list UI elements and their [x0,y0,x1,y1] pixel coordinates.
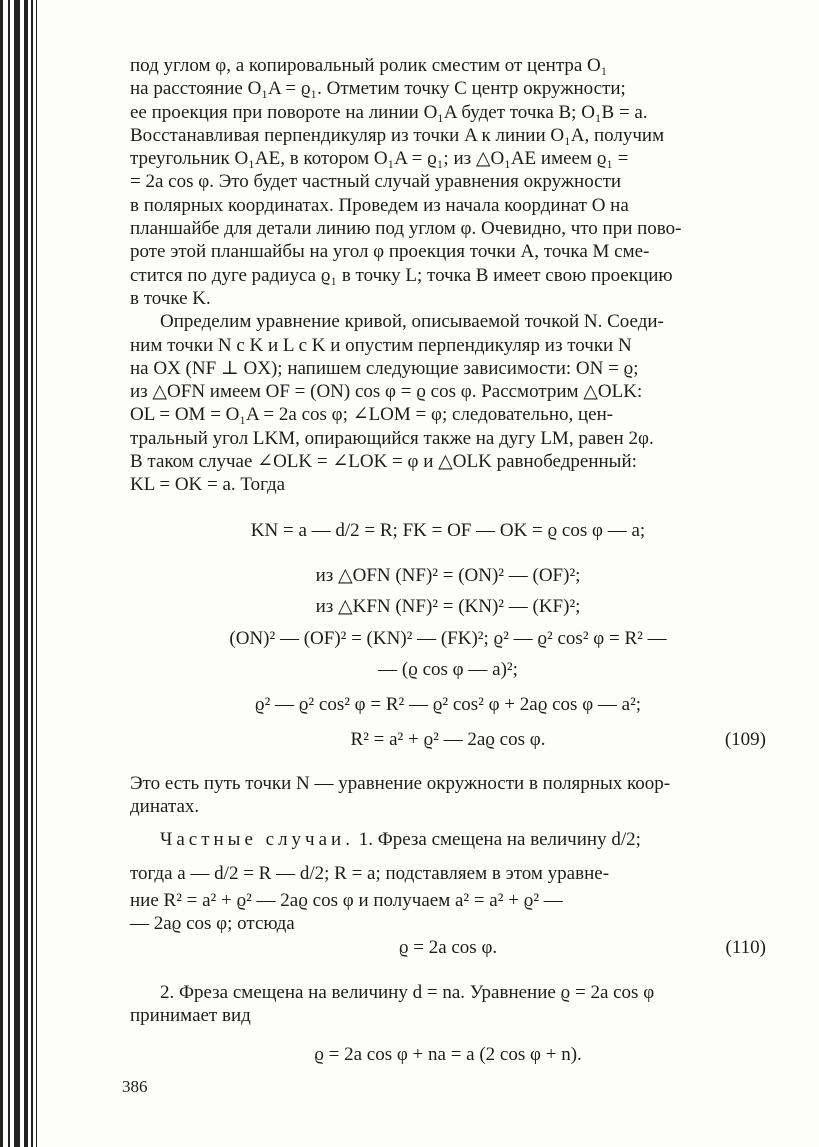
formula-line: ϱ² — ϱ² cos² φ = R² — ϱ² cos² φ + 2aϱ cos φ — a²; [254,694,642,716]
text-line: ее проекция при повороте на линии O₁A будет точка B; O₁B = a. [130,101,648,123]
text-line: роте этой планшайбы на угол φ проекция точки A, точка M сме- [130,241,650,263]
text-line: на OX (NF ⊥ OX); напишем следующие зависимости: ON = ϱ; [130,357,639,379]
equation-number: (110) [725,936,766,958]
text-line: на расстояние O₁A = ϱ₁. Отметим точку C центр окружности; [130,78,626,100]
formula-line: ϱ = 2a cos φ + na = a (2 cos φ + n). [314,1044,582,1066]
text-line: из △OFN имеем OF = (ON) cos φ = ϱ cos φ. Рассмотрим △OLK: [130,381,643,403]
text-line: стится по дуге радиуса ϱ₁ в точку L; точка B имеет свою проекцию [130,264,673,286]
formula-line: — (ϱ cos φ — a)²; [378,658,518,680]
text-line: Восстанавливая перпендикуляр из точки A к линии O₁A, получим [130,124,665,146]
equation-number: (109) [724,729,766,751]
text-line: В таком случае ∠OLK = ∠LOK = φ и △OLK равнобедренный: [130,451,637,473]
text-line: тральный угол LKM, опирающийся также на дугу LM, равен 2φ. [130,427,654,449]
text-line: тогда a — d/2 = R — d/2; R = a; подставляем в этом уравне- [130,862,610,884]
text-line: Это есть путь точки N — уравнение окружности в полярных коор- [130,772,671,794]
formula-line: R² = a² + ϱ² — 2aϱ cos φ. [350,729,546,751]
text-line: ним точки N с K и L с K и опустим перпендикуляр из точки N [130,334,632,356]
text-line: = 2a cos φ. Это будет частный случай уравнения окружности [130,171,622,193]
special-cases-heading [130,828,766,851]
text-line: треугольник O₁AE, в котором O₁A = ϱ₁; из △O₁AE имеем ϱ₁ = [130,148,629,170]
page-body [130,54,766,1067]
text-line: планшайбе для детали линию под углом φ. Очевидно, что при пово- [130,218,682,240]
text-line: — 2aϱ cos φ; отсюда [130,913,295,935]
equation-110 [130,936,766,959]
text-line: динатах. [130,796,200,818]
text-line: под углом φ, а копировальный ролик сместим от центра O₁ [130,55,608,76]
formula-line: ϱ = 2a cos φ. [398,936,498,958]
formula-line: KN = a — d/2 = R; FK = OF — OK = ϱ cos φ — a; [250,519,646,541]
equation-109 [130,728,766,751]
text-line: KL = OK = a. Тогда [130,474,286,496]
book-spine-shadow [0,0,40,1147]
text-line: OL = OM = O₁A = 2a cos φ; ∠LOM = φ; следовательно, цен- [130,404,614,426]
formula-line: из △OFN (NF)² = (ON)² — (OF)²; [315,564,581,586]
text-line: ние R² = a² + ϱ² — 2aϱ cos φ и получаем a² = a² + ϱ² — [130,889,563,911]
text-line: в точке K. [130,287,211,309]
text-line: принимает вид [130,1005,251,1027]
text-line: 1. Фреза смещена на величину d/2; [358,829,641,851]
text-line: 2. Фреза смещена на величину d = na. Уравнение ϱ = 2a cos φ [160,981,655,1003]
text-line: Определим уравнение кривой, описываемой точкой N. Соеди- [160,311,664,333]
formula-line: из △KFN (NF)² = (KN)² — (KF)²; [315,596,581,618]
spaced-heading: Частные случаи. [160,829,354,851]
formula-line: (ON)² — (OF)² = (KN)² — (FK)²; ϱ² — ϱ² cos² φ = R² — [229,627,667,649]
text-line: в полярных координатах. Проведем из начала координат O на [130,194,629,216]
page-number: 386 [122,1077,148,1096]
